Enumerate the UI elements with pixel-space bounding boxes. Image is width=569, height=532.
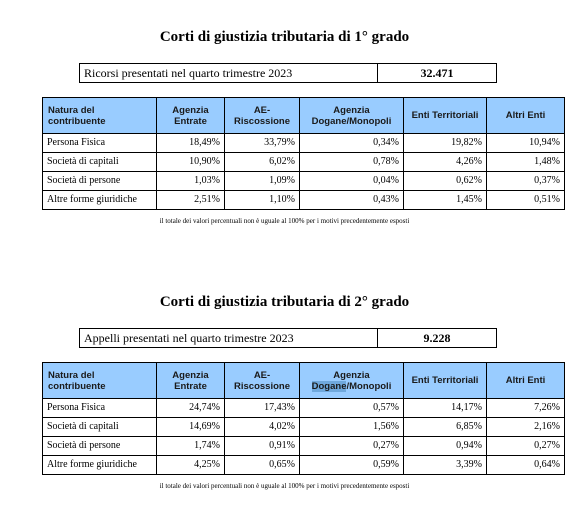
table-row — [43, 456, 565, 475]
cell-value: 0,78% — [300, 153, 404, 172]
row-label: Persona Fisica — [43, 399, 157, 418]
row-label: Società di persone — [43, 437, 157, 456]
table-row — [43, 418, 565, 437]
cell-value: 1,48% — [487, 153, 565, 172]
row-label: Altre forme giuridiche — [43, 191, 157, 210]
cell-value: 4,25% — [157, 456, 225, 475]
cell-value: 10,94% — [487, 134, 565, 153]
header-agenzia-dogane-pre: Agenzia — [333, 104, 370, 116]
cell-value: 0,34% — [300, 134, 404, 153]
cell-value: 1,03% — [157, 172, 225, 191]
header-natura: Natura del contribuente — [43, 98, 157, 134]
header-agenzia-dogane-post: /Monopoli — [346, 115, 392, 127]
header-agenzia-dogane-hl: Dogane — [311, 115, 347, 127]
cell-value: 19,82% — [404, 134, 487, 153]
row-label: Persona Fisica — [43, 134, 157, 153]
header-agenzia-entrate: Agenzia Entrate — [157, 363, 225, 399]
table-row — [43, 399, 565, 418]
header-agenzia-entrate: Agenzia Entrate — [157, 98, 225, 134]
cell-value: 1,09% — [225, 172, 300, 191]
cell-value: 24,74% — [157, 399, 225, 418]
row-label: Società di capitali — [43, 153, 157, 172]
cell-value: 0,64% — [487, 456, 565, 475]
section-title: Corti di giustizia tributaria di 1° grado — [159, 29, 410, 45]
total-label: Ricorsi presentati nel quarto trimestre 2023 — [80, 64, 378, 82]
cell-value: 1,45% — [404, 191, 487, 210]
breakdown-table — [42, 362, 565, 475]
row-label: Società di capitali — [43, 418, 157, 437]
cell-value: 2,16% — [487, 418, 565, 437]
header-agenzia-dogane — [300, 98, 404, 134]
table-row — [43, 437, 565, 456]
cell-value: 7,26% — [487, 399, 565, 418]
footnote: il totale dei valori percentuali non è uguale al 100% per i motivi precedentemente esposti — [159, 482, 410, 490]
cell-value: 1,10% — [225, 191, 300, 210]
cell-value: 0,59% — [300, 456, 404, 475]
cell-value: 0,94% — [404, 437, 487, 456]
table-row — [43, 172, 565, 191]
header-agenzia-dogane — [300, 363, 404, 399]
cell-value: 1,56% — [300, 418, 404, 437]
header-ae-riscossione: AE-Riscossione — [225, 363, 300, 399]
header-altri-enti: Altri Enti — [487, 363, 565, 399]
cell-value: 6,02% — [225, 153, 300, 172]
table-row — [43, 153, 565, 172]
header-altri-enti: Altri Enti — [487, 98, 565, 134]
header-natura: Natura del contribuente — [43, 363, 157, 399]
header-agenzia-dogane-post: /Monopoli — [346, 380, 392, 392]
total-box — [79, 63, 497, 83]
cell-value: 0,04% — [300, 172, 404, 191]
cell-value: 4,26% — [404, 153, 487, 172]
cell-value: 0,57% — [300, 399, 404, 418]
cell-value: 0,62% — [404, 172, 487, 191]
header-enti-territoriali: Enti Territoriali — [404, 363, 487, 399]
cell-value: 10,90% — [157, 153, 225, 172]
cell-value: 0,51% — [487, 191, 565, 210]
cell-value: 0,27% — [487, 437, 565, 456]
cell-value: 14,69% — [157, 418, 225, 437]
cell-value: 0,37% — [487, 172, 565, 191]
cell-value: 3,39% — [404, 456, 487, 475]
row-label: Società di persone — [43, 172, 157, 191]
table-header-row — [43, 98, 565, 134]
cell-value: 1,74% — [157, 437, 225, 456]
cell-value: 2,51% — [157, 191, 225, 210]
header-enti-territoriali: Enti Territoriali — [404, 98, 487, 134]
header-agenzia-dogane-hl: Dogane — [311, 380, 347, 392]
header-agenzia-dogane-pre: Agenzia — [333, 369, 370, 381]
cell-value: 0,43% — [300, 191, 404, 210]
cell-value: 0,91% — [225, 437, 300, 456]
table-row — [43, 191, 565, 210]
total-box — [79, 328, 497, 348]
cell-value: 0,27% — [300, 437, 404, 456]
breakdown-table — [42, 97, 565, 210]
table-row — [43, 134, 565, 153]
cell-value: 33,79% — [225, 134, 300, 153]
total-value: 9.228 — [423, 331, 451, 345]
cell-value: 14,17% — [404, 399, 487, 418]
cell-value: 0,65% — [225, 456, 300, 475]
footnote: il totale dei valori percentuali non è uguale al 100% per i motivi precedentemente esposti — [159, 217, 410, 225]
total-value: 32.471 — [420, 66, 454, 80]
table-header-row — [43, 363, 565, 399]
header-ae-riscossione: AE-Riscossione — [225, 98, 300, 134]
cell-value: 4,02% — [225, 418, 300, 437]
total-label: Appelli presentati nel quarto trimestre 2023 — [80, 329, 378, 347]
cell-value: 18,49% — [157, 134, 225, 153]
section-title: Corti di giustizia tributaria di 2° grado — [159, 294, 410, 310]
cell-value: 17,43% — [225, 399, 300, 418]
cell-value: 6,85% — [404, 418, 487, 437]
row-label: Altre forme giuridiche — [43, 456, 157, 475]
